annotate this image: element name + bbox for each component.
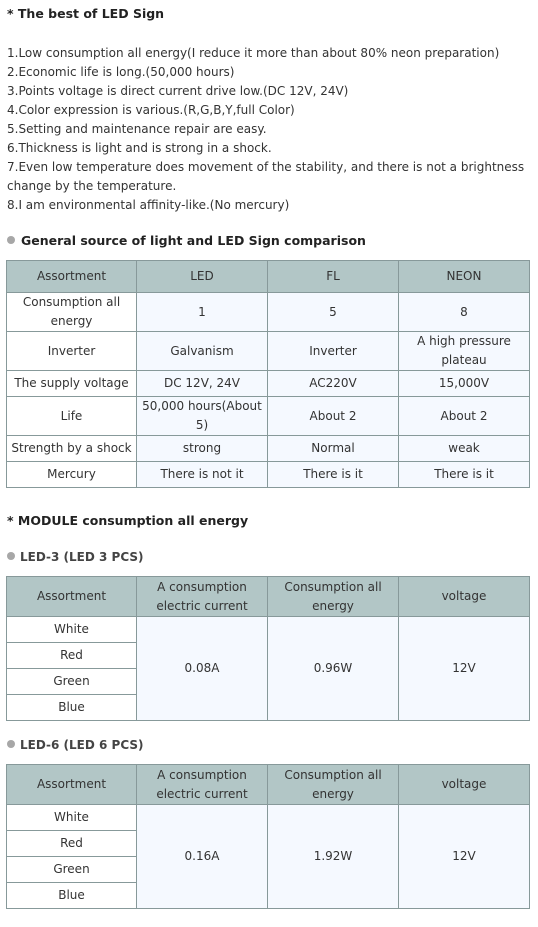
current-cell: 0.16A [137,805,268,909]
table-cell: There is it [268,462,399,488]
table-cell: A high pressure plateau [399,332,530,371]
row-label: Blue [7,883,137,909]
table-cell: strong [137,436,268,462]
table-header-row [7,577,530,617]
table-cell: About 2 [268,397,399,436]
table-cell: 8 [399,293,530,332]
table-cell: About 2 [399,397,530,436]
table-row [7,617,530,643]
header-cell: A consumption electric current [137,765,268,805]
header-cell: voltage [399,577,530,617]
row-label: Life [7,397,137,436]
header-cell: Assortment [7,261,137,293]
comparison-heading [7,233,366,248]
voltage-cell: 12V [399,805,530,909]
feature-item: 6.Thickness is light and is strong in a shock. [7,141,272,155]
table-cell: There is not it [137,462,268,488]
table-row [7,397,530,436]
header-cell: FL [268,261,399,293]
energy-cell: 0.96W [268,617,399,721]
row-label: Blue [7,695,137,721]
comparison-table [6,260,530,488]
voltage-cell: 12V [399,617,530,721]
bullet-icon [7,552,15,560]
table-row [7,462,530,488]
table-cell: 1 [137,293,268,332]
table-row [7,436,530,462]
table-cell: AC220V [268,371,399,397]
feature-item: 2.Economic life is long.(50,000 hours) [7,65,235,79]
table-header-row [7,765,530,805]
table-cell: weak [399,436,530,462]
table-cell: 15,000V [399,371,530,397]
page-title: * The best of LED Sign [7,6,165,21]
comparison-heading-text: General source of light and LED Sign comparison [21,233,366,248]
row-label: White [7,617,137,643]
table-row [7,332,530,371]
header-cell: LED [137,261,268,293]
led3-table [6,576,530,721]
table-cell: 5 [268,293,399,332]
header-cell: voltage [399,765,530,805]
row-label: Red [7,831,137,857]
row-label: Red [7,643,137,669]
feature-item: 4.Color expression is various.(R,G,B,Y,full Color) [7,103,295,117]
row-label: White [7,805,137,831]
row-label: Inverter [7,332,137,371]
module-title: * MODULE consumption all energy [7,513,249,528]
table-cell: Galvanism [137,332,268,371]
row-label: Green [7,669,137,695]
feature-item: 3.Points voltage is direct current drive low.(DC 12V, 24V) [7,84,349,98]
header-cell: Consumption all energy [268,765,399,805]
row-label: The supply voltage [7,371,137,397]
table-cell: Inverter [268,332,399,371]
row-label: Mercury [7,462,137,488]
led3-heading-text: LED-3 (LED 3 PCS) [20,550,144,564]
energy-cell: 1.92W [268,805,399,909]
row-label: Strength by a shock [7,436,137,462]
table-cell: DC 12V, 24V [137,371,268,397]
led6-table [6,764,530,909]
feature-item: 7.Even low temperature does movement of the stability, and there is not a brightness change by the temperature. [7,160,525,193]
feature-item: 8.I am environmental affinity-like.(No mercury) [7,198,290,212]
table-cell: Normal [268,436,399,462]
header-cell: NEON [399,261,530,293]
feature-item: 1.Low consumption all energy(I reduce it more than about 80% neon preparation) [7,46,500,60]
table-row [7,371,530,397]
feature-list [7,44,532,215]
led3-heading [7,550,143,564]
table-cell: There is it [399,462,530,488]
table-cell: 50,000 hours(About 5) [137,397,268,436]
led6-heading-text: LED-6 (LED 6 PCS) [20,738,144,752]
header-cell: A consumption electric current [137,577,268,617]
header-cell: Assortment [7,765,137,805]
table-header-row [7,261,530,293]
led6-heading [7,738,143,752]
row-label: Green [7,857,137,883]
header-cell: Consumption all energy [268,577,399,617]
table-row [7,293,530,332]
row-label: Consumption all energy [7,293,137,332]
current-cell: 0.08A [137,617,268,721]
header-cell: Assortment [7,577,137,617]
bullet-icon [7,740,15,748]
feature-item: 5.Setting and maintenance repair are easy. [7,122,267,136]
table-row [7,805,530,831]
bullet-icon [7,236,15,244]
